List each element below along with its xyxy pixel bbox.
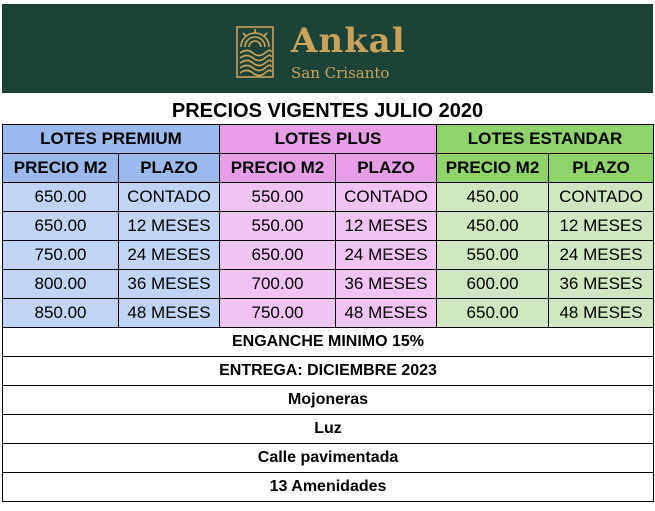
- group-header-plus: LOTES PLUS: [220, 125, 437, 154]
- plus-term-cell: 36 MESES: [336, 270, 437, 299]
- estandar-term-cell: 12 MESES: [549, 212, 654, 241]
- note-mojoneras: Mojoneras: [3, 386, 654, 415]
- column-header-term: PLAZO: [119, 154, 220, 183]
- group-header-premium: LOTES PREMIUM: [3, 125, 220, 154]
- estandar-price-cell: 650.00: [437, 299, 549, 328]
- estandar-term-cell: CONTADO: [549, 183, 654, 212]
- note-row: [3, 357, 654, 386]
- note-delivery: ENTREGA: DICIEMBRE 2023: [3, 357, 654, 386]
- estandar-price-cell: 600.00: [437, 270, 549, 299]
- premium-term-cell: CONTADO: [119, 183, 220, 212]
- note-row: [3, 328, 654, 357]
- plus-term-cell: 12 MESES: [336, 212, 437, 241]
- sun-wave-logo-icon: [235, 25, 275, 79]
- table-row: [3, 241, 654, 270]
- premium-price-cell: 750.00: [3, 241, 119, 270]
- premium-term-cell: 48 MESES: [119, 299, 220, 328]
- plus-term-cell: 24 MESES: [336, 241, 437, 270]
- note-amenidades: 13 Amenidades: [3, 473, 654, 502]
- estandar-term-cell: 36 MESES: [549, 270, 654, 299]
- table-row: [3, 270, 654, 299]
- column-header-price: PRECIO M2: [437, 154, 549, 183]
- premium-price-cell: 800.00: [3, 270, 119, 299]
- plus-price-cell: 700.00: [220, 270, 336, 299]
- brand-name: Ankal: [291, 21, 406, 61]
- column-header-price: PRECIO M2: [3, 154, 119, 183]
- estandar-price-cell: 450.00: [437, 212, 549, 241]
- column-header-term: PLAZO: [336, 154, 437, 183]
- table-row: [3, 299, 654, 328]
- table-row: [3, 212, 654, 241]
- note-row: [3, 386, 654, 415]
- premium-term-cell: 12 MESES: [119, 212, 220, 241]
- plus-price-cell: 550.00: [220, 183, 336, 212]
- plus-price-cell: 750.00: [220, 299, 336, 328]
- estandar-price-cell: 450.00: [437, 183, 549, 212]
- estandar-term-cell: 48 MESES: [549, 299, 654, 328]
- column-header-row: [3, 154, 654, 183]
- note-calle: Calle pavimentada: [3, 444, 654, 473]
- page-title: PRECIOS VIGENTES JULIO 2020: [171, 100, 484, 122]
- note-row: [3, 473, 654, 502]
- premium-price-cell: 850.00: [3, 299, 119, 328]
- estandar-term-cell: 24 MESES: [549, 241, 654, 270]
- plus-price-cell: 550.00: [220, 212, 336, 241]
- column-header-price: PRECIO M2: [220, 154, 336, 183]
- premium-price-cell: 650.00: [3, 212, 119, 241]
- note-luz: Luz: [3, 415, 654, 444]
- price-table: [2, 124, 654, 502]
- note-row: [3, 444, 654, 473]
- plus-term-cell: CONTADO: [336, 183, 437, 212]
- brand-banner: [2, 4, 653, 93]
- plus-price-cell: 650.00: [220, 241, 336, 270]
- estandar-price-cell: 550.00: [437, 241, 549, 270]
- premium-term-cell: 24 MESES: [119, 241, 220, 270]
- group-header-estandar: LOTES ESTANDAR: [437, 125, 654, 154]
- premium-price-cell: 650.00: [3, 183, 119, 212]
- brand-location: San Crisanto: [291, 64, 390, 82]
- table-row: [3, 183, 654, 212]
- group-header-row: [3, 125, 654, 154]
- note-down-payment: ENGANCHE MINIMO 15%: [3, 328, 654, 357]
- plus-term-cell: 48 MESES: [336, 299, 437, 328]
- note-row: [3, 415, 654, 444]
- column-header-term: PLAZO: [549, 154, 654, 183]
- premium-term-cell: 36 MESES: [119, 270, 220, 299]
